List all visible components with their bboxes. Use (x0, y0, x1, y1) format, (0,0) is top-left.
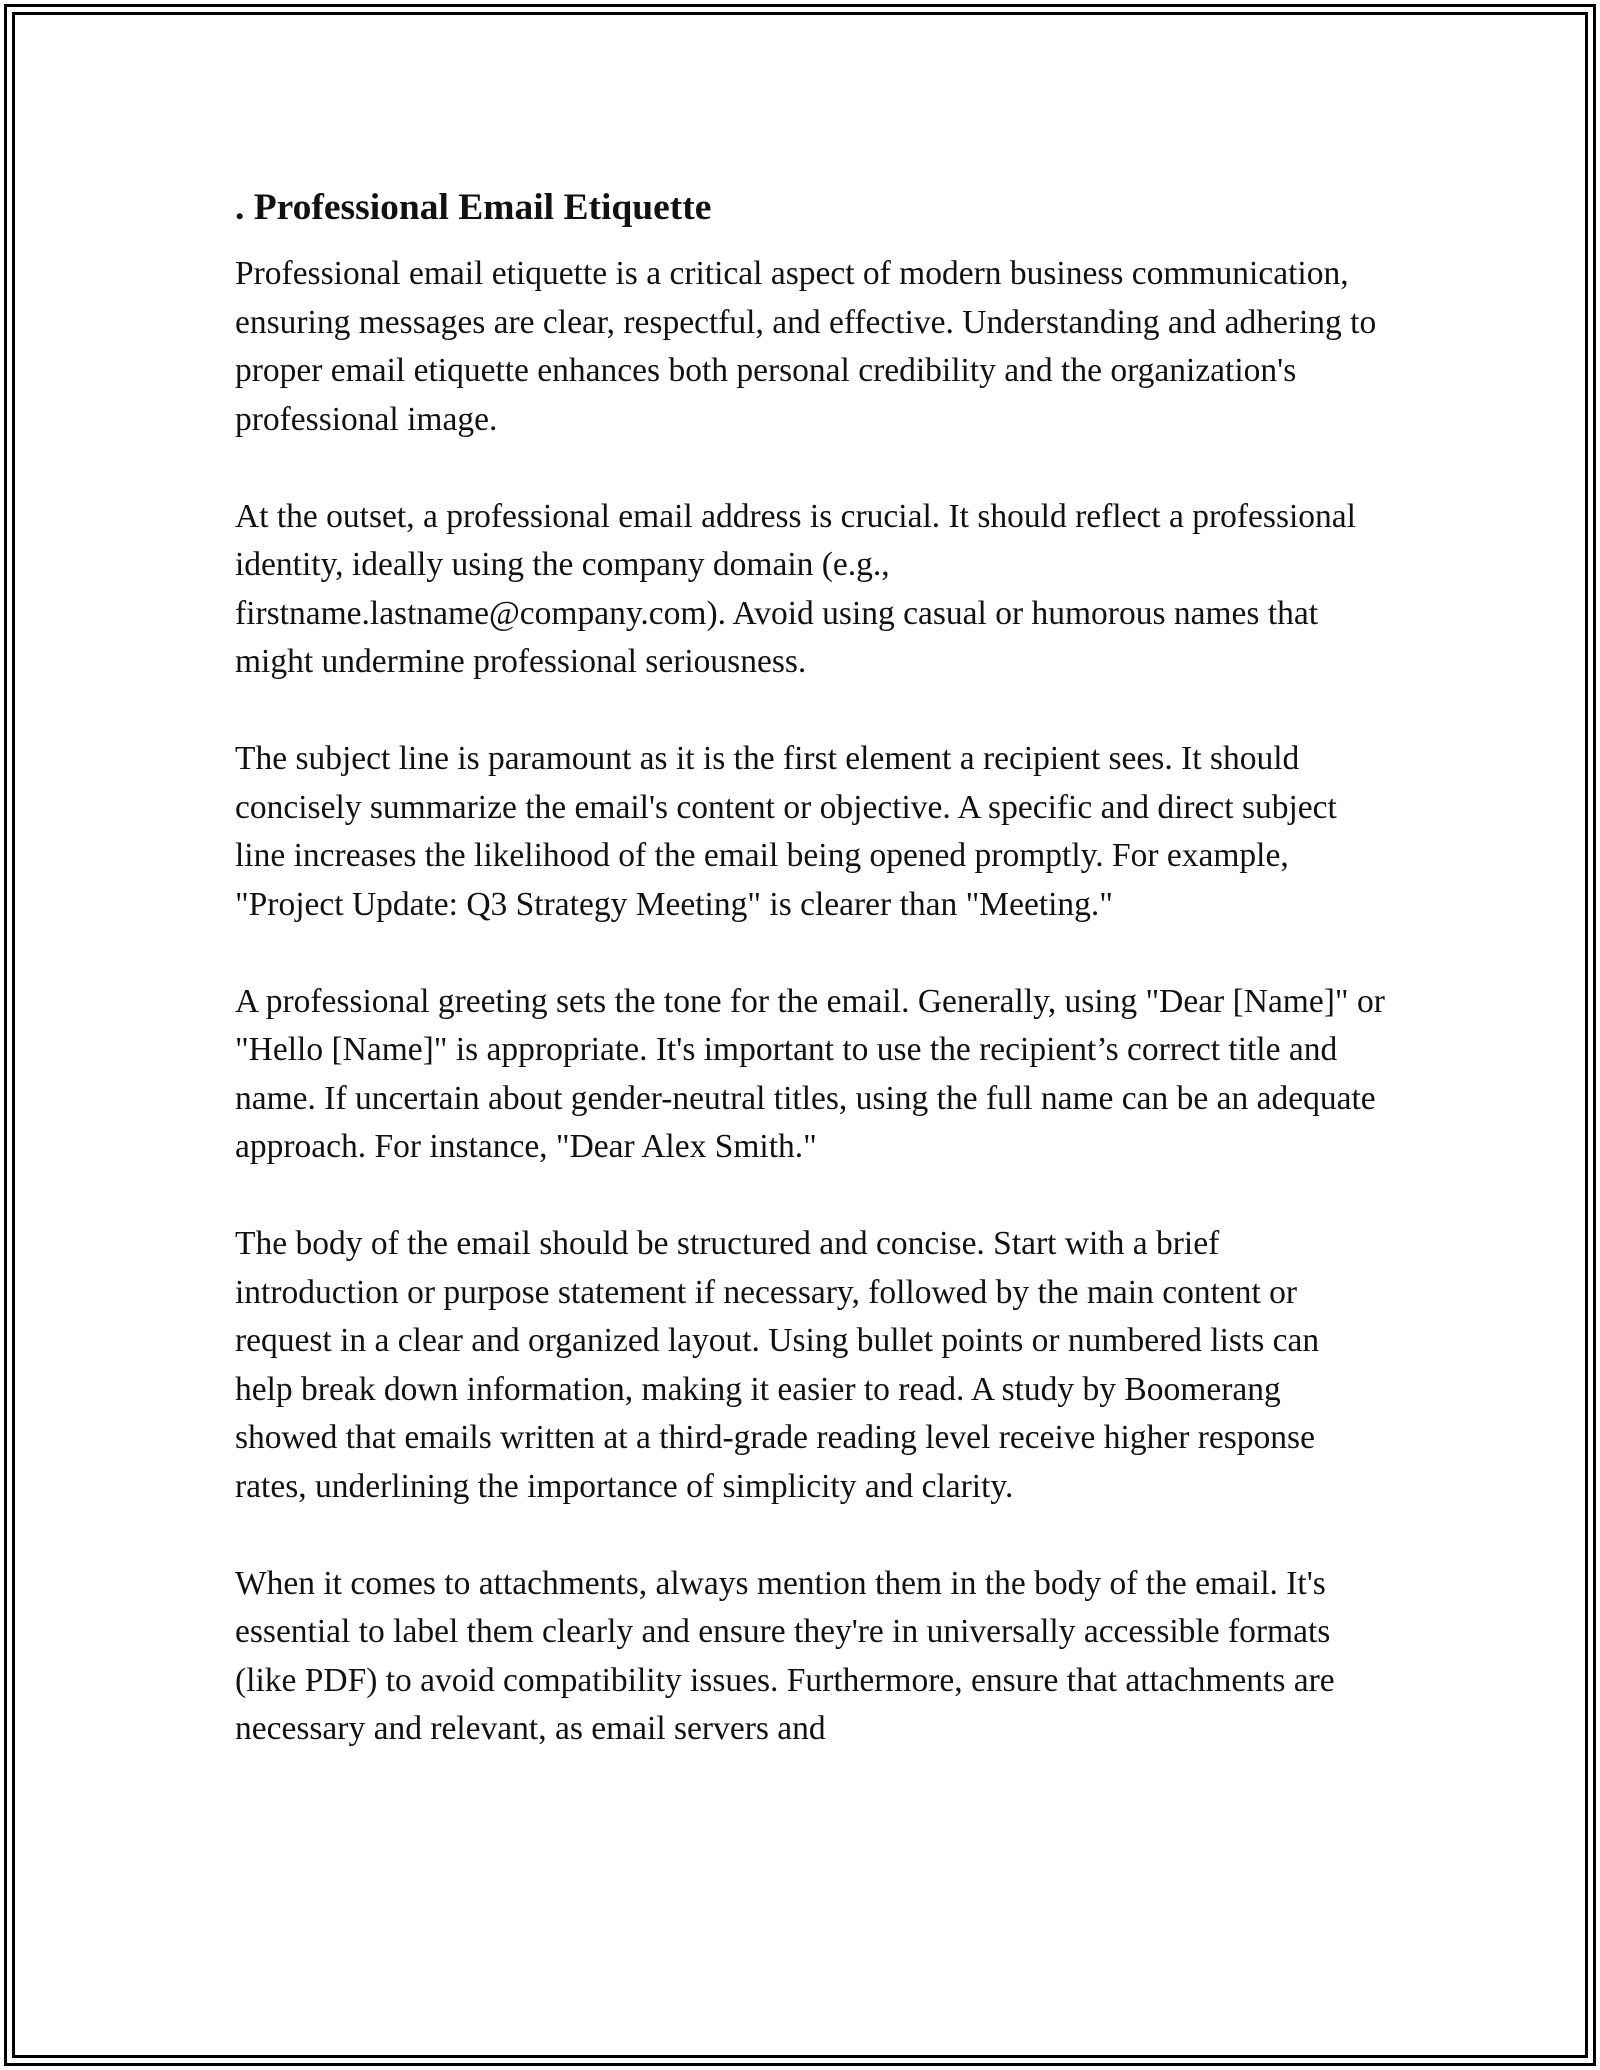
paragraph-greeting: A professional greeting sets the tone for the email. Generally, using "Dear [Name]" or "Hello [Name]" is appropriate. It's important to use the recipient’s correct title and name. If uncertain about gender-neutral titles, using the full name can be an adequate approach. For instance, "Dear Alex Smith." (235, 982, 1385, 1165)
paragraph-body: The body of the email should be structured and concise. Start with a brief introduction or purpose statement if necessary, followed by the main content or request in a clear and organized layout. Using bullet points or numbered lists can help break down information, making it easier to read. A study by Boomerang showed that emails written at a third-grade reading level receive higher response rates, underlining the importance of simplicity and clarity. (235, 1225, 1320, 1505)
paragraph-intro: Professional email etiquette is a critical aspect of modern business communication, ensuring messages are clear, respectful, and effective. Understanding and adhering to proper email etiquette enhances both personal credibility and the organization's professional image. (235, 255, 1377, 438)
document-page (235, 185, 1385, 1802)
paragraph-attachments: When it comes to attachments, always mention them in the body of the email. It's essential to label them clearly and ensure they're in universally accessible formats (like PDF) to avoid compatibility issues. Furthermore, ensure that attachments are necessary and relevant, as email servers and (235, 1564, 1335, 1747)
paragraph-email-address: At the outset, a professional email address is crucial. It should reflect a professional identity, ideally using the company domain (e.g., firstname.lastname@company.com). Avoid using casual or humorous names that might undermine professional seriousness. (235, 497, 1356, 680)
paragraph-subject-line: The subject line is paramount as it is the first element a recipient sees. It should concisely summarize the email's content or objective. A specific and direct subject line increases the likelihood of the email being opened promptly. For example, "Project Update: Q3 Strategy Meeting" is clearer than "Meeting." (235, 740, 1337, 923)
document-title: . Professional Email Etiquette (235, 187, 712, 228)
